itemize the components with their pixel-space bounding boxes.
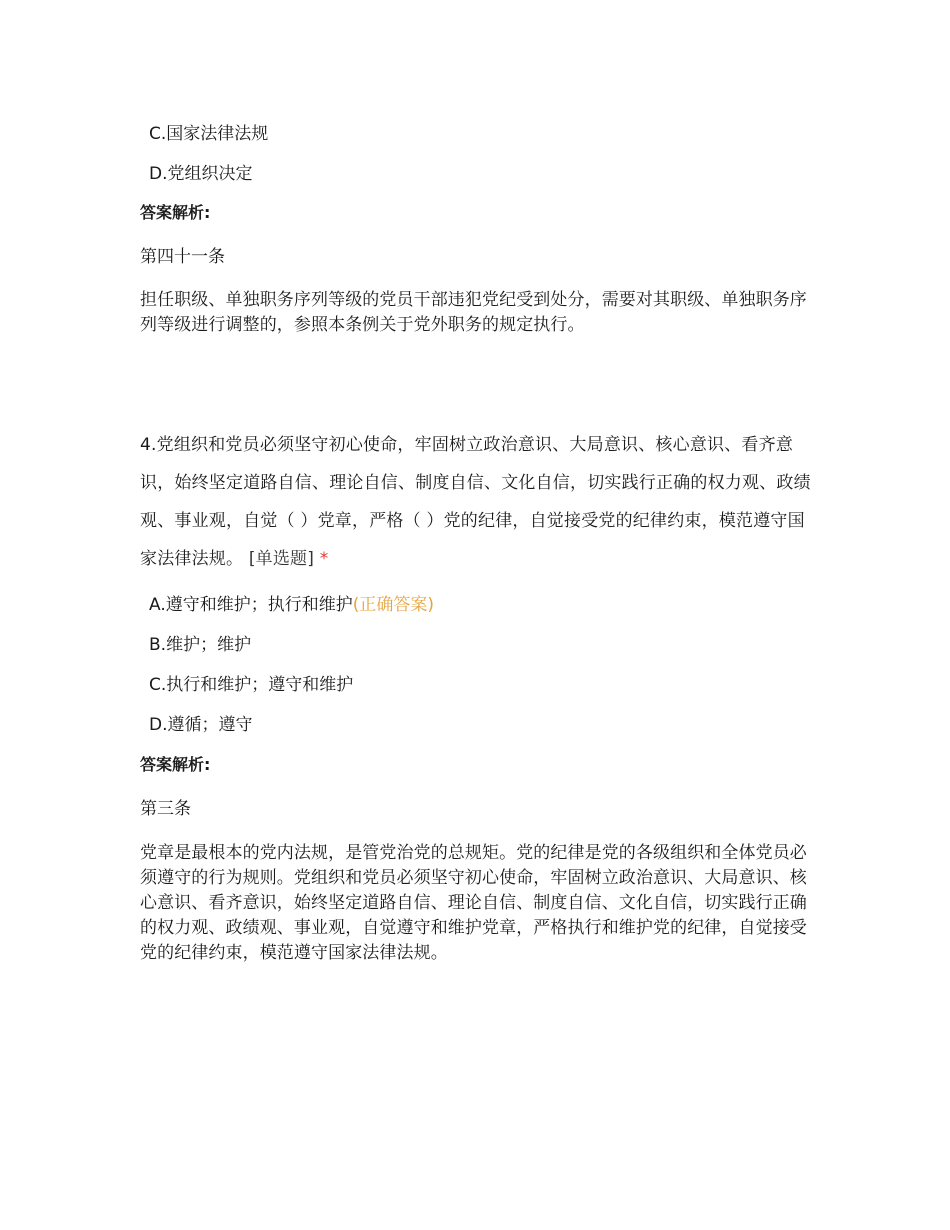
analysis-label-prev: 答案解析: xyxy=(140,203,211,222)
article-title-prev: 第四十一条 xyxy=(140,247,225,267)
question-4-text: 4.党组织和党员必须坚守初心使命，牢固树立政治意识、大局意识、核心意识、看齐意识，始终坚定道路自信、理论自信、制度自信、文化自信，切实践行正确的权力观、政绩观、事业观，自觉（ ）党章，严格（ ）党的纪律，自觉接受党的纪律约束，模范遵守国家法律法规。 xyxy=(140,435,811,569)
option-b: B.维护；维护 xyxy=(149,635,252,655)
option-d: D.遵循；遵守 xyxy=(149,715,253,735)
article-text-prev: 担任职级、单独职务序列等级的党员干部违犯党纪受到处分，需要对其职级、单独职务序列等级进行调整的，参照本条例关于党外职务的规定执行。 xyxy=(140,290,807,335)
correct-answer-tag: (正确答案) xyxy=(352,595,434,615)
article-title: 第三条 xyxy=(140,799,191,819)
question-type-tag: [单选题] xyxy=(248,549,315,569)
option-c: C.执行和维护；遵守和维护 xyxy=(149,675,354,695)
option-a xyxy=(149,594,434,616)
required-mark: * xyxy=(319,549,329,569)
option-a-text: A.遵守和维护；执行和维护 xyxy=(149,595,353,615)
option-c-prev: C.国家法律法规 xyxy=(149,124,269,144)
question-4-stem xyxy=(140,426,812,578)
article-text: 党章是最根本的党内法规，是管党治党的总规矩。党的纪律是党的各级组织和全体党员必须遵守的行为规则。党组织和党员必须坚守初心使命，牢固树立政治意识、大局意识、核心意识、看齐意识，始终坚定道路自信、理论自信、制度自信、文化自信，切实践行正确的权力观、政绩观、事业观，自觉遵守和维护党章，严格执行和维护党的纪律，自觉接受党的纪律约束，模范遵守国家法律法规。 xyxy=(140,843,807,963)
analysis-label: 答案解析: xyxy=(140,755,211,774)
option-d-prev: D.党组织决定 xyxy=(149,164,253,184)
